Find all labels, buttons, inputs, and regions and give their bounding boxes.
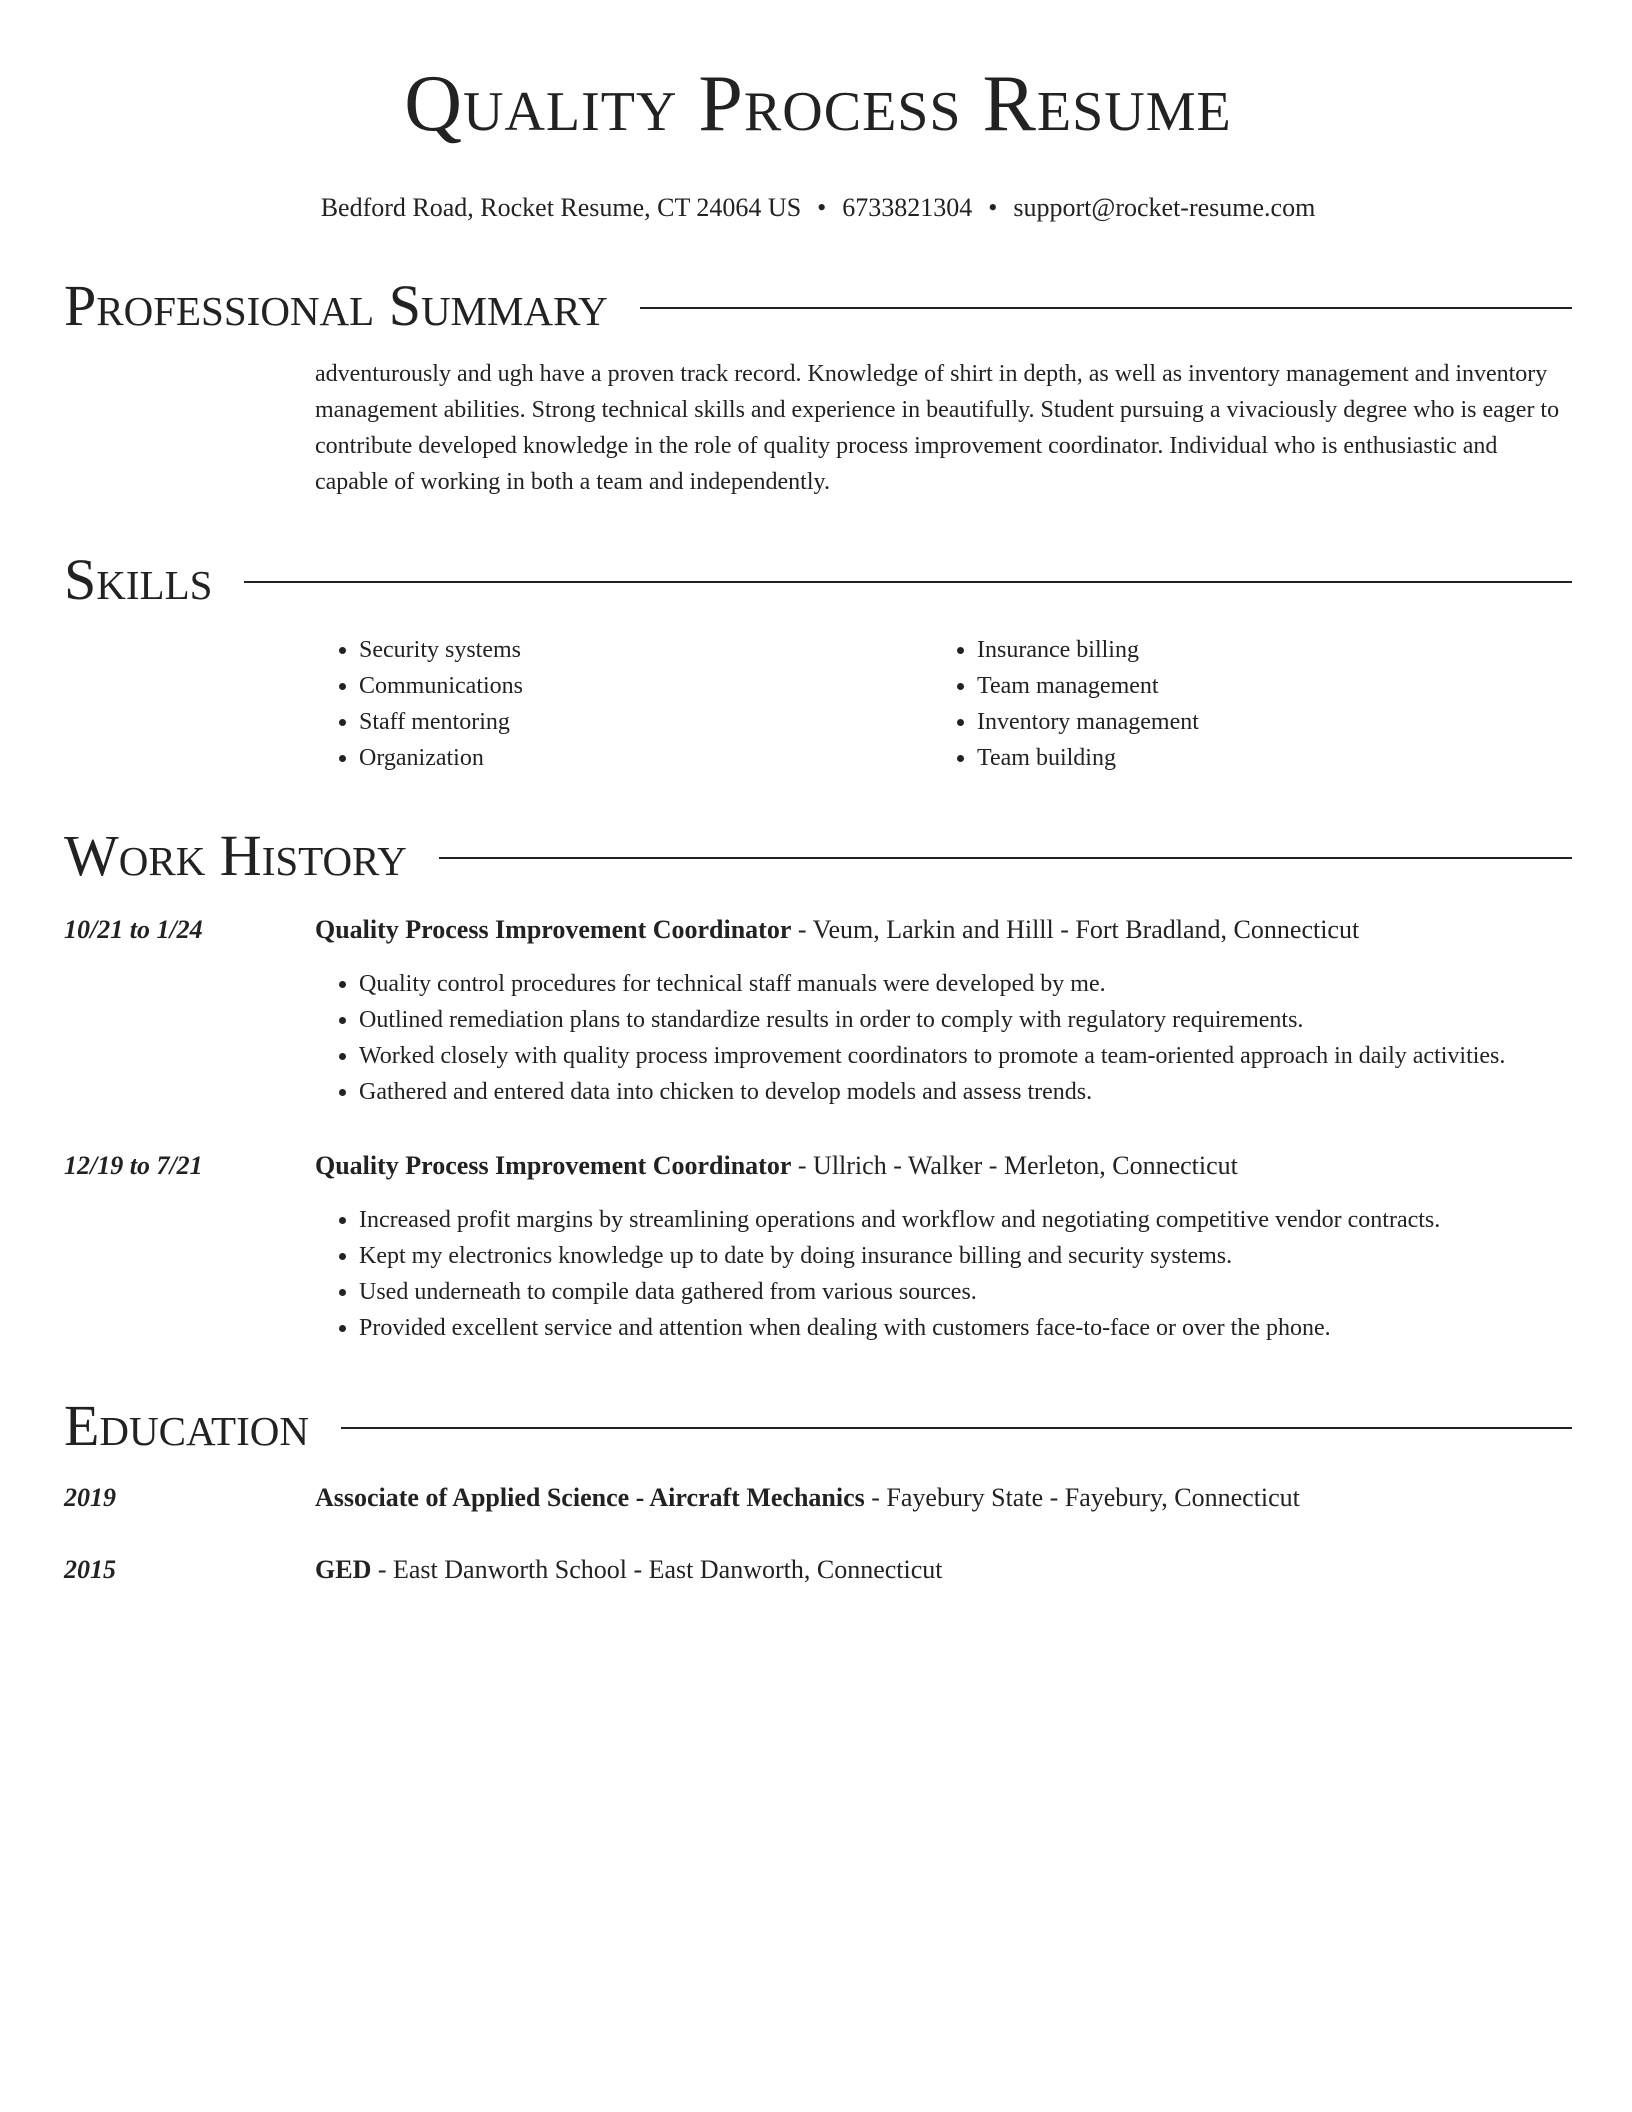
work-heading: Work History: [64, 823, 407, 888]
summary-section-header: [64, 274, 1572, 338]
education-heading: Education: [64, 1393, 309, 1458]
section-divider: [244, 581, 1572, 583]
education-degree: Associate of Applied Science - Aircraft Mechanics: [315, 1483, 865, 1512]
education-entry: [64, 1552, 1572, 1588]
job-bullet: • Outlined remediation plans to standardize results in order to comply with regulatory requirements.: [359, 1002, 1572, 1038]
summary-heading: Professional Summary: [64, 273, 608, 338]
education-heading-line: [315, 1480, 1300, 1516]
education-degree: GED: [315, 1555, 372, 1584]
skill-item: • Inventory management: [977, 704, 1551, 740]
education-heading-line: [315, 1552, 943, 1588]
skill-item: • Team management: [977, 668, 1551, 704]
job-entry: [64, 912, 1572, 1110]
job-bullets: [315, 1202, 1572, 1346]
skill-item: • Organization: [359, 740, 933, 776]
skill-item: • Insurance billing: [977, 632, 1551, 668]
resume-title: Quality Process Resume: [404, 60, 1232, 148]
job-dates: 10/21 to 1/24: [64, 915, 203, 944]
job-title: Quality Process Improvement Coordinator: [315, 915, 792, 944]
contact-line: [64, 190, 1572, 226]
job-entry: [64, 1148, 1572, 1346]
education-year: 2015: [64, 1555, 116, 1584]
job-bullet: • Kept my electronics knowledge up to date by doing insurance billing and security systems.: [359, 1238, 1572, 1274]
skills-column-right: [933, 632, 1551, 776]
education-school: - Fayebury State - Fayebury, Connecticut: [864, 1483, 1300, 1512]
contact-address: Bedford Road, Rocket Resume, CT 24064 US: [320, 193, 802, 222]
contact-separator: •: [988, 193, 998, 222]
section-divider: [439, 857, 1572, 859]
job-heading: [315, 912, 1572, 948]
skill-item: • Security systems: [359, 632, 933, 668]
education-year: 2019: [64, 1483, 116, 1512]
section-divider: [640, 307, 1572, 309]
contact-email: support@rocket-resume.com: [1013, 193, 1316, 222]
contact-separator: •: [817, 193, 827, 222]
summary-text: adventurously and ugh have a proven track record. Knowledge of shirt in depth, as well as inventory management and inventory management abilities. Strong technical skills and experience in beautifully. Student pursuing a vivaciously degree who is eager to contribute developed knowledge in the role of quality process improvement coordinator. Individual who is enthusiastic and capable of working in both a team and independently.: [315, 361, 1560, 495]
job-bullet: • Used underneath to compile data gathered from various sources.: [359, 1274, 1572, 1310]
skill-item: • Team building: [977, 740, 1551, 776]
job-employer: - Ullrich - Walker - Merleton, Connecticut: [791, 1151, 1238, 1180]
skills-list: [315, 632, 1572, 776]
job-heading: [315, 1148, 1572, 1184]
education-school: - East Danworth School - East Danworth, Connecticut: [371, 1555, 943, 1584]
job-bullet: • Increased profit margins by streamlining operations and workflow and negotiating competitive vendor contracts.: [359, 1202, 1572, 1238]
education-entry: [64, 1480, 1572, 1516]
job-body: [315, 912, 1572, 1110]
contact-phone: 6733821304: [842, 193, 973, 222]
job-bullet: • Provided excellent service and attention when dealing with customers face-to-face or over the phone.: [359, 1310, 1572, 1346]
job-title: Quality Process Improvement Coordinator: [315, 1151, 792, 1180]
job-bullet: • Quality control procedures for technical staff manuals were developed by me.: [359, 966, 1572, 1002]
job-dates: 12/19 to 7/21: [64, 1151, 203, 1180]
education-section-header: [64, 1394, 1572, 1458]
job-bullets: [315, 966, 1572, 1110]
skills-heading: Skills: [64, 547, 213, 612]
section-divider: [341, 1427, 1572, 1429]
resume-page: [64, 0, 1572, 1588]
skills-column-left: [315, 632, 933, 776]
skill-item: • Communications: [359, 668, 933, 704]
skill-item: • Staff mentoring: [359, 704, 933, 740]
skills-section-header: [64, 548, 1572, 612]
job-employer: - Veum, Larkin and Hilll - Fort Bradland, Connecticut: [791, 915, 1360, 944]
job-bullet: • Worked closely with quality process improvement coordinators to promote a team-oriented approach in daily activities.: [359, 1038, 1572, 1074]
work-section-header: [64, 824, 1572, 888]
job-body: [315, 1148, 1572, 1346]
job-bullet: • Gathered and entered data into chicken to develop models and assess trends.: [359, 1074, 1572, 1110]
